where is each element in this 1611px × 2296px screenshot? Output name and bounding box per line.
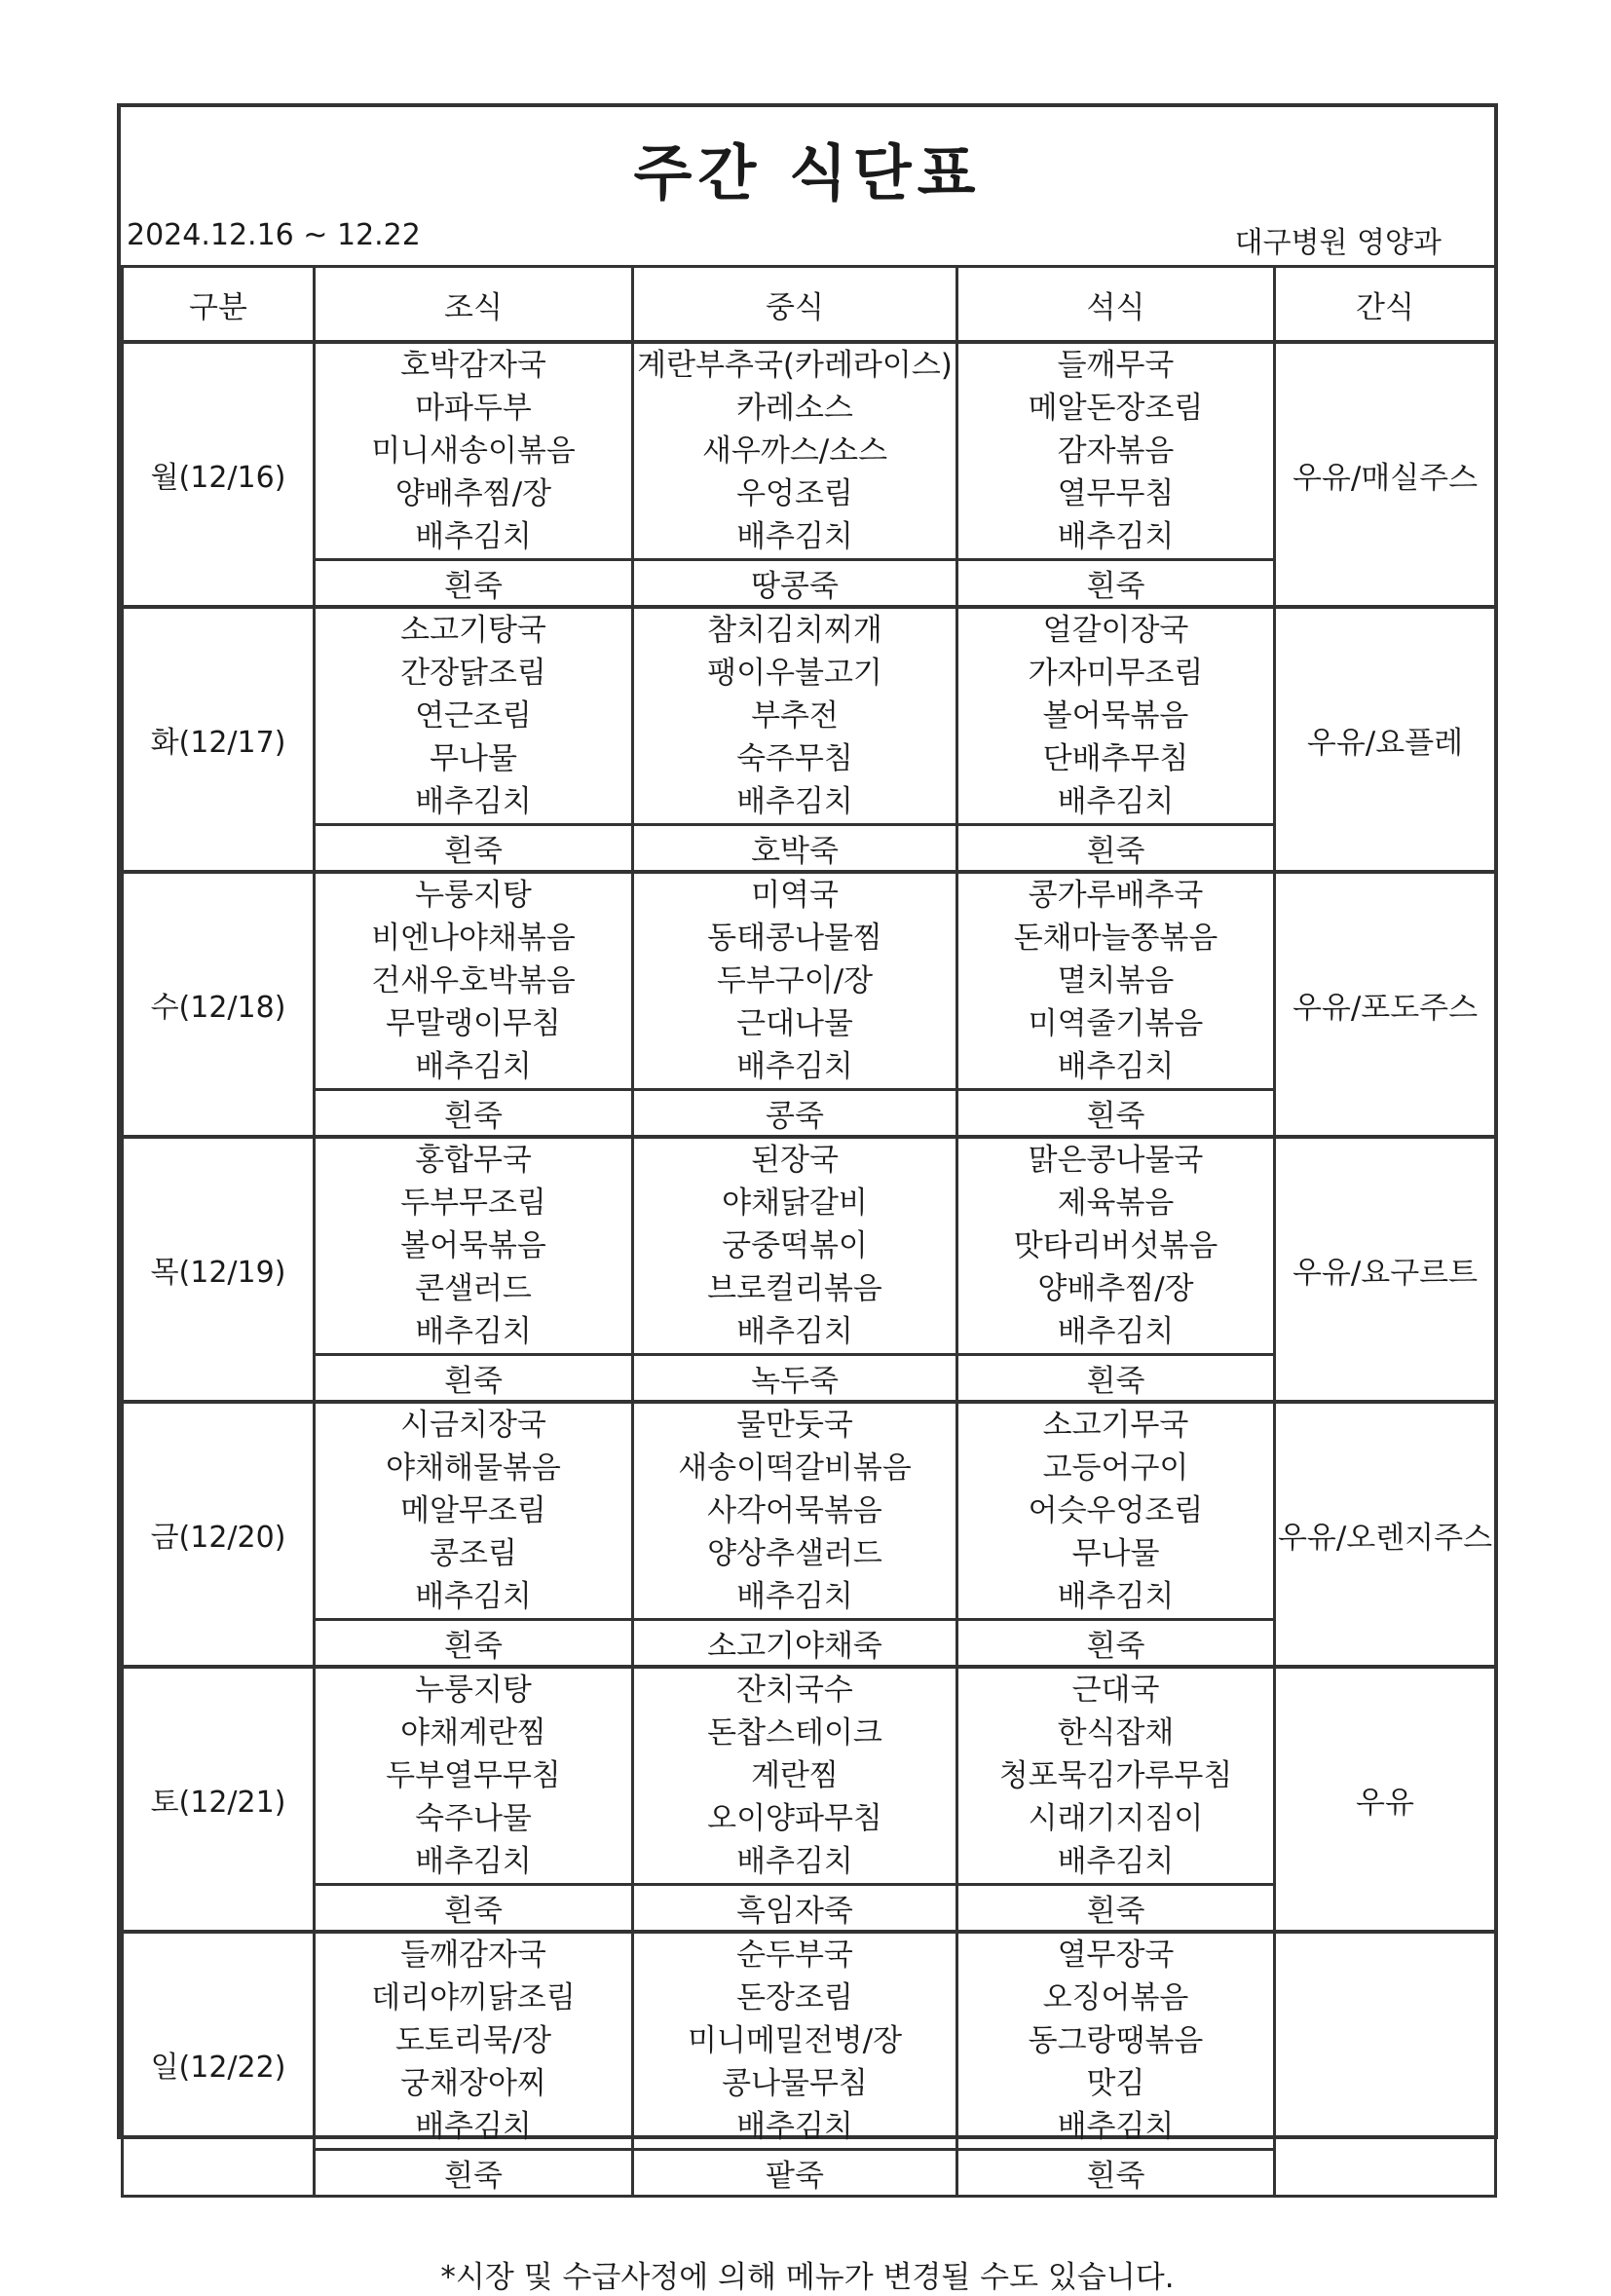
dish-item: 배추김치 bbox=[1057, 1049, 1175, 1084]
dish-item: 볼어묵볶음 bbox=[400, 1228, 546, 1263]
dish-item: 오징어볶음 bbox=[1042, 1980, 1189, 2015]
dish-item: 양배추찜/장 bbox=[1037, 1271, 1194, 1306]
period-label: 2024.12.16 ~ 12.22 bbox=[127, 218, 421, 252]
dish-item: 배추김치 bbox=[415, 1049, 532, 1084]
lunch-cell bbox=[633, 1402, 957, 1620]
dish-item: 제육볶음 bbox=[1057, 1186, 1175, 1221]
dish-item: 계란부추국(카레라이스) bbox=[637, 348, 953, 383]
dish-item: 물만둣국 bbox=[736, 1408, 853, 1443]
dinner-cell bbox=[957, 342, 1275, 560]
dish-item: 메알무조림 bbox=[400, 1493, 546, 1528]
dish-item: 도토리묵/장 bbox=[394, 2023, 552, 2058]
dish-item: 건새우호박볶음 bbox=[371, 963, 576, 998]
dish-item: 돈장조림 bbox=[736, 1980, 853, 2015]
breakfast-cell bbox=[315, 1137, 633, 1355]
dish-item: 동태콩나물찜 bbox=[707, 921, 882, 956]
dish-item: 데리야끼닭조림 bbox=[371, 1980, 576, 2015]
dish-item: 호박감자국 bbox=[400, 348, 546, 383]
dish-item: 고등어구이 bbox=[1042, 1450, 1189, 1486]
dish-item: 우엉조림 bbox=[736, 476, 853, 511]
dish-item: 배추김치 bbox=[736, 1049, 853, 1084]
dish-item: 시래기지짐이 bbox=[1028, 1801, 1204, 1836]
porridge-cell: 팥죽 bbox=[633, 2150, 957, 2197]
snack-cell: 우유/요구르트 bbox=[1275, 1137, 1496, 1402]
dish-item: 두부무조림 bbox=[400, 1186, 546, 1221]
porridge-cell: 흰죽 bbox=[315, 560, 633, 608]
porridge-cell: 흰죽 bbox=[957, 1355, 1275, 1403]
snack-cell: 우유/오렌지주스 bbox=[1275, 1402, 1496, 1667]
dish-item: 야채해물볶음 bbox=[386, 1450, 561, 1486]
dinner-cell bbox=[957, 1402, 1275, 1620]
dinner-cell bbox=[957, 1667, 1275, 1885]
dish-item: 동그랑땡볶음 bbox=[1028, 2023, 1204, 2058]
dish-item: 배추김치 bbox=[736, 519, 853, 554]
dish-item: 야채닭갈비 bbox=[722, 1186, 868, 1221]
dish-item: 부추전 bbox=[751, 698, 839, 734]
footnote: *시장 및 수급사정에 의해 메뉴가 변경될 수도 있습니다. bbox=[440, 2260, 1175, 2295]
page-title: 주간 식단표 bbox=[633, 137, 982, 208]
day-row bbox=[123, 872, 1496, 1090]
day-label: 월(12/16) bbox=[123, 342, 315, 607]
dish-item: 맑은콩나물국 bbox=[1028, 1143, 1204, 1178]
dish-item: 새우까스/소스 bbox=[701, 433, 888, 469]
porridge-cell: 콩죽 bbox=[633, 1090, 957, 1138]
dish-item: 누룽지탕 bbox=[415, 878, 532, 913]
dish-item: 미니새송이볶음 bbox=[371, 433, 576, 469]
dish-item: 들깨무국 bbox=[1057, 348, 1175, 383]
dish-item: 배추김치 bbox=[415, 1314, 532, 1349]
dish-item: 궁중떡볶이 bbox=[722, 1228, 868, 1263]
dish-item: 배추김치 bbox=[415, 1579, 532, 1614]
dish-item: 숙주나물 bbox=[415, 1801, 532, 1836]
dish-item: 한식잡채 bbox=[1057, 1715, 1175, 1750]
breakfast-cell bbox=[315, 342, 633, 560]
dish-item: 미니메밀전병/장 bbox=[687, 2023, 903, 2058]
dish-item: 배추김치 bbox=[415, 519, 532, 554]
porridge-cell: 흰죽 bbox=[957, 1885, 1275, 1933]
dish-item: 배추김치 bbox=[415, 1844, 532, 1879]
dish-item: 시금치장국 bbox=[400, 1408, 546, 1443]
day-label: 목(12/19) bbox=[123, 1137, 315, 1402]
dish-item: 홍합무국 bbox=[415, 1143, 532, 1178]
day-label: 일(12/22) bbox=[123, 1932, 315, 2197]
dish-item: 배추김치 bbox=[736, 784, 853, 819]
dish-item: 무말랭이무침 bbox=[386, 1006, 561, 1041]
dish-item: 비엔나야채볶음 bbox=[371, 921, 576, 956]
lunch-cell bbox=[633, 607, 957, 825]
dish-item: 콩가루배추국 bbox=[1028, 878, 1204, 913]
dish-item: 배추김치 bbox=[736, 1579, 853, 1614]
dish-item: 콩조림 bbox=[430, 1536, 517, 1571]
dish-item: 간장닭조림 bbox=[400, 656, 546, 691]
day-row bbox=[123, 1667, 1496, 1885]
porridge-cell: 흰죽 bbox=[315, 1355, 633, 1403]
dish-item: 맛김 bbox=[1086, 2066, 1145, 2101]
header-row bbox=[123, 267, 1496, 343]
dish-item: 얼갈이장국 bbox=[1042, 613, 1189, 648]
department-label: 대구병원 영양과 bbox=[1234, 226, 1442, 260]
porridge-cell: 흰죽 bbox=[957, 825, 1275, 873]
dish-item: 배추김치 bbox=[1057, 519, 1175, 554]
menu-body bbox=[123, 342, 1496, 2197]
col-header-breakfast: 조식 bbox=[315, 267, 633, 343]
dish-item: 브로컬리볶음 bbox=[707, 1271, 882, 1306]
snack-cell bbox=[1275, 1932, 1496, 2197]
dish-item: 감자볶음 bbox=[1057, 433, 1175, 469]
dish-item: 순두부국 bbox=[736, 1938, 853, 1973]
dish-item: 배추김치 bbox=[1057, 1314, 1175, 1349]
col-header-category: 구분 bbox=[123, 267, 315, 343]
dish-item: 미역국 bbox=[751, 878, 839, 913]
dish-item: 무나물 bbox=[430, 741, 517, 776]
porridge-cell: 흑임자죽 bbox=[633, 1885, 957, 1933]
dish-item: 참치김치찌개 bbox=[707, 613, 882, 648]
dish-item: 배추김치 bbox=[1057, 2109, 1175, 2144]
dish-item: 팽이우불고기 bbox=[707, 656, 882, 691]
dish-item: 배추김치 bbox=[415, 784, 532, 819]
porridge-cell: 소고기야채죽 bbox=[633, 1620, 957, 1668]
dish-item: 가자미무조림 bbox=[1028, 656, 1204, 691]
dish-item: 된장국 bbox=[751, 1143, 839, 1178]
dish-item: 콘샐러드 bbox=[415, 1271, 532, 1306]
day-label: 토(12/21) bbox=[123, 1667, 315, 1932]
dish-item: 배추김치 bbox=[1057, 1844, 1175, 1879]
dish-item: 배추김치 bbox=[1057, 784, 1175, 819]
dish-item: 야채계란찜 bbox=[400, 1715, 546, 1750]
day-label: 금(12/20) bbox=[123, 1402, 315, 1667]
dish-item: 오이양파무침 bbox=[707, 1801, 882, 1836]
dish-item: 돈찹스테이크 bbox=[707, 1715, 882, 1750]
dish-item: 양상추샐러드 bbox=[707, 1536, 882, 1571]
breakfast-cell bbox=[315, 872, 633, 1090]
dish-item: 궁채장아찌 bbox=[400, 2066, 546, 2101]
lunch-cell bbox=[633, 342, 957, 560]
porridge-cell: 흰죽 bbox=[315, 2150, 633, 2197]
porridge-cell: 흰죽 bbox=[315, 825, 633, 873]
dish-item: 계란찜 bbox=[751, 1758, 839, 1793]
snack-cell: 우유/요플레 bbox=[1275, 607, 1496, 872]
dish-item: 무나물 bbox=[1071, 1536, 1160, 1571]
dish-item: 카레소스 bbox=[736, 391, 853, 426]
dish-item: 메알돈장조림 bbox=[1028, 391, 1204, 426]
dish-item: 누룽지탕 bbox=[415, 1673, 532, 1708]
dinner-cell bbox=[957, 607, 1275, 825]
dish-item: 배추김치 bbox=[736, 1314, 853, 1349]
lunch-cell bbox=[633, 872, 957, 1090]
dish-item: 소고기무국 bbox=[1042, 1408, 1189, 1443]
breakfast-cell bbox=[315, 607, 633, 825]
dish-item: 맛타리버섯볶음 bbox=[1013, 1228, 1218, 1263]
porridge-cell: 흰죽 bbox=[315, 1885, 633, 1933]
dish-item: 사각어묵볶음 bbox=[707, 1493, 882, 1528]
day-row bbox=[123, 342, 1496, 560]
day-row bbox=[123, 1402, 1496, 1620]
dinner-cell bbox=[957, 1932, 1275, 2150]
dish-item: 배추김치 bbox=[1057, 1579, 1175, 1614]
lunch-cell bbox=[633, 1667, 957, 1885]
porridge-cell: 흰죽 bbox=[315, 1620, 633, 1668]
porridge-cell: 흰죽 bbox=[957, 2150, 1275, 2197]
dinner-cell bbox=[957, 872, 1275, 1090]
dish-item: 마파두부 bbox=[415, 391, 532, 426]
dish-item: 돈채마늘쫑볶음 bbox=[1013, 921, 1218, 956]
lunch-cell bbox=[633, 1137, 957, 1355]
day-row bbox=[123, 607, 1496, 825]
dish-item: 어슷우엉조림 bbox=[1028, 1493, 1204, 1528]
dish-item: 근대국 bbox=[1071, 1673, 1160, 1708]
dish-item: 열무무침 bbox=[1057, 476, 1175, 511]
breakfast-cell bbox=[315, 1402, 633, 1620]
col-header-lunch: 중식 bbox=[633, 267, 957, 343]
menu-sheet bbox=[117, 103, 1498, 2295]
dish-item: 멸치볶음 bbox=[1057, 963, 1175, 998]
day-label: 수(12/18) bbox=[123, 872, 315, 1137]
dish-item: 들깨감자국 bbox=[400, 1938, 546, 1973]
dish-item: 열무장국 bbox=[1057, 1938, 1175, 1973]
day-row bbox=[123, 1137, 1496, 1355]
day-label: 화(12/17) bbox=[123, 607, 315, 872]
porridge-cell: 흰죽 bbox=[957, 560, 1275, 608]
dish-item: 배추김치 bbox=[415, 2109, 532, 2144]
dish-item: 미역줄기볶음 bbox=[1028, 1006, 1204, 1041]
dish-item: 숙주무침 bbox=[736, 741, 853, 776]
dish-item: 볼어묵볶음 bbox=[1042, 698, 1189, 734]
dish-item: 잔치국수 bbox=[736, 1673, 853, 1708]
lunch-cell bbox=[633, 1932, 957, 2150]
day-row bbox=[123, 1932, 1496, 2150]
dish-item: 두부열무무침 bbox=[386, 1758, 561, 1793]
dish-item: 새송이떡갈비볶음 bbox=[678, 1450, 912, 1486]
dinner-cell bbox=[957, 1137, 1275, 1355]
porridge-cell: 흰죽 bbox=[315, 1090, 633, 1138]
porridge-cell: 호박죽 bbox=[633, 825, 957, 873]
dish-item: 단배추무침 bbox=[1042, 741, 1189, 776]
snack-cell: 우유 bbox=[1275, 1667, 1496, 1932]
dish-item: 배추김치 bbox=[736, 1844, 853, 1879]
porridge-cell: 녹두죽 bbox=[633, 1355, 957, 1403]
dish-item: 양배추찜/장 bbox=[394, 476, 552, 511]
breakfast-cell bbox=[315, 1667, 633, 1885]
snack-cell: 우유/매실주스 bbox=[1275, 342, 1496, 607]
dish-item: 근대나물 bbox=[736, 1006, 853, 1041]
dish-item: 청포묵김가루무침 bbox=[998, 1758, 1233, 1793]
dish-item: 연근조림 bbox=[415, 698, 532, 734]
col-header-snack: 간식 bbox=[1275, 267, 1496, 343]
dish-item: 두부구이/장 bbox=[716, 963, 874, 998]
dish-item: 배추김치 bbox=[736, 2109, 853, 2144]
porridge-cell: 흰죽 bbox=[957, 1090, 1275, 1138]
weekly-menu-table bbox=[121, 265, 1497, 2198]
porridge-cell: 땅콩죽 bbox=[633, 560, 957, 608]
dish-item: 콩나물무침 bbox=[722, 2066, 868, 2101]
breakfast-cell bbox=[315, 1932, 633, 2150]
snack-cell: 우유/포도주스 bbox=[1275, 872, 1496, 1137]
col-header-dinner: 석식 bbox=[957, 267, 1275, 343]
dish-item: 소고기탕국 bbox=[400, 613, 546, 648]
porridge-cell: 흰죽 bbox=[957, 1620, 1275, 1668]
